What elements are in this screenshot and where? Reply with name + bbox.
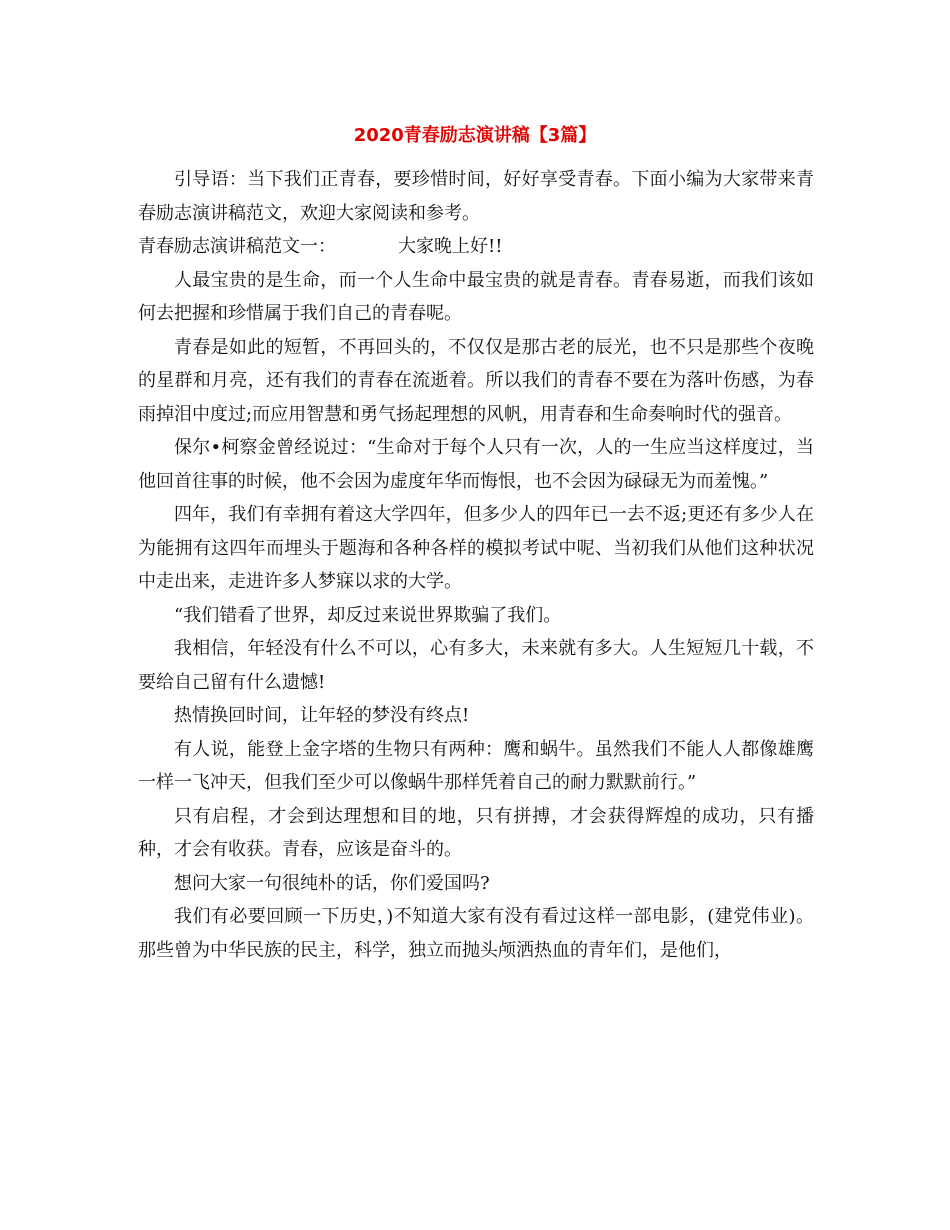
body-paragraph: 我相信，年轻没有什么不可以，心有多大，未来就有多大。人生短短几十载，不要给自己留有什么遗憾! [138, 638, 814, 693]
body-paragraph: 我们有必要回顾一下历史，)不知道大家有没有看过这样一部电影，(建党伟业)。那些曾为中华民族的民主，科学，独立而抛头颅洒热血的青年们，是他们， [138, 906, 814, 961]
section-heading-line [138, 230, 814, 264]
section-heading: 青春励志演讲稿范文一： [138, 236, 336, 257]
body-paragraph: 四年，我们有幸拥有着这大学四年，但多少人的四年已一去不返;更还有多少人在为能拥有这四年而埋头于题海和各种各样的模拟考试中呢、当初我们从他们这种状况中走出来，走进许多人梦寐以求的大学。 [138, 504, 814, 592]
body-paragraph: 保尔•柯察金曾经说过：“生命对于每个人只有一次，人的一生应当这样度过，当他回首往事的时候，他不会因为虚度年华而悔恨，也不会因为碌碌无为而羞愧。” [138, 437, 814, 492]
body-paragraph: 青春是如此的短暂，不再回头的，不仅仅是那古老的辰光，也不只是那些个夜晚的星群和月亮，还有我们的青春在流逝着。所以我们的青春不要在为落叶伤感，为春雨掉泪中度过;而应用智慧和勇气扬起理想的风帆，用青春和生命奏响时代的强音。 [138, 336, 814, 425]
intro-paragraph: 引导语：当下我们正青春，要珍惜时间，好好享受青春。下面小编为大家带来青春励志演讲稿范文，欢迎大家阅读和参考。 [138, 169, 814, 224]
body-paragraph: 有人说，能登上金字塔的生物只有两种：鹰和蜗牛。虽然我们不能人人都像雄鹰一样一飞冲天，但我们至少可以像蜗牛那样凭着自己的耐力默默前行。” [138, 738, 814, 793]
document-title: 2020青春励志演讲稿【3篇】 [353, 125, 597, 146]
body-paragraph: “我们错看了世界，却反过来说世界欺骗了我们。 [174, 604, 562, 626]
body-paragraph: 想问大家一句很纯朴的话，你们爱国吗? [174, 872, 490, 894]
document-body [138, 163, 814, 967]
body-paragraph: 只有启程，才会到达理想和目的地，只有拼搏，才会获得辉煌的成功，只有播种，才会有收获。青春，应该是奋斗的。 [138, 805, 814, 860]
body-paragraph: 人最宝贵的是生命，而一个人生命中最宝贵的就是青春。青春易逝，而我们该如何去把握和珍惜属于我们自己的青春呢。 [138, 269, 814, 324]
greeting: 大家晚上好!! [398, 236, 503, 257]
body-paragraph: 热情换回时间，让年轻的梦没有终点! [174, 705, 470, 726]
